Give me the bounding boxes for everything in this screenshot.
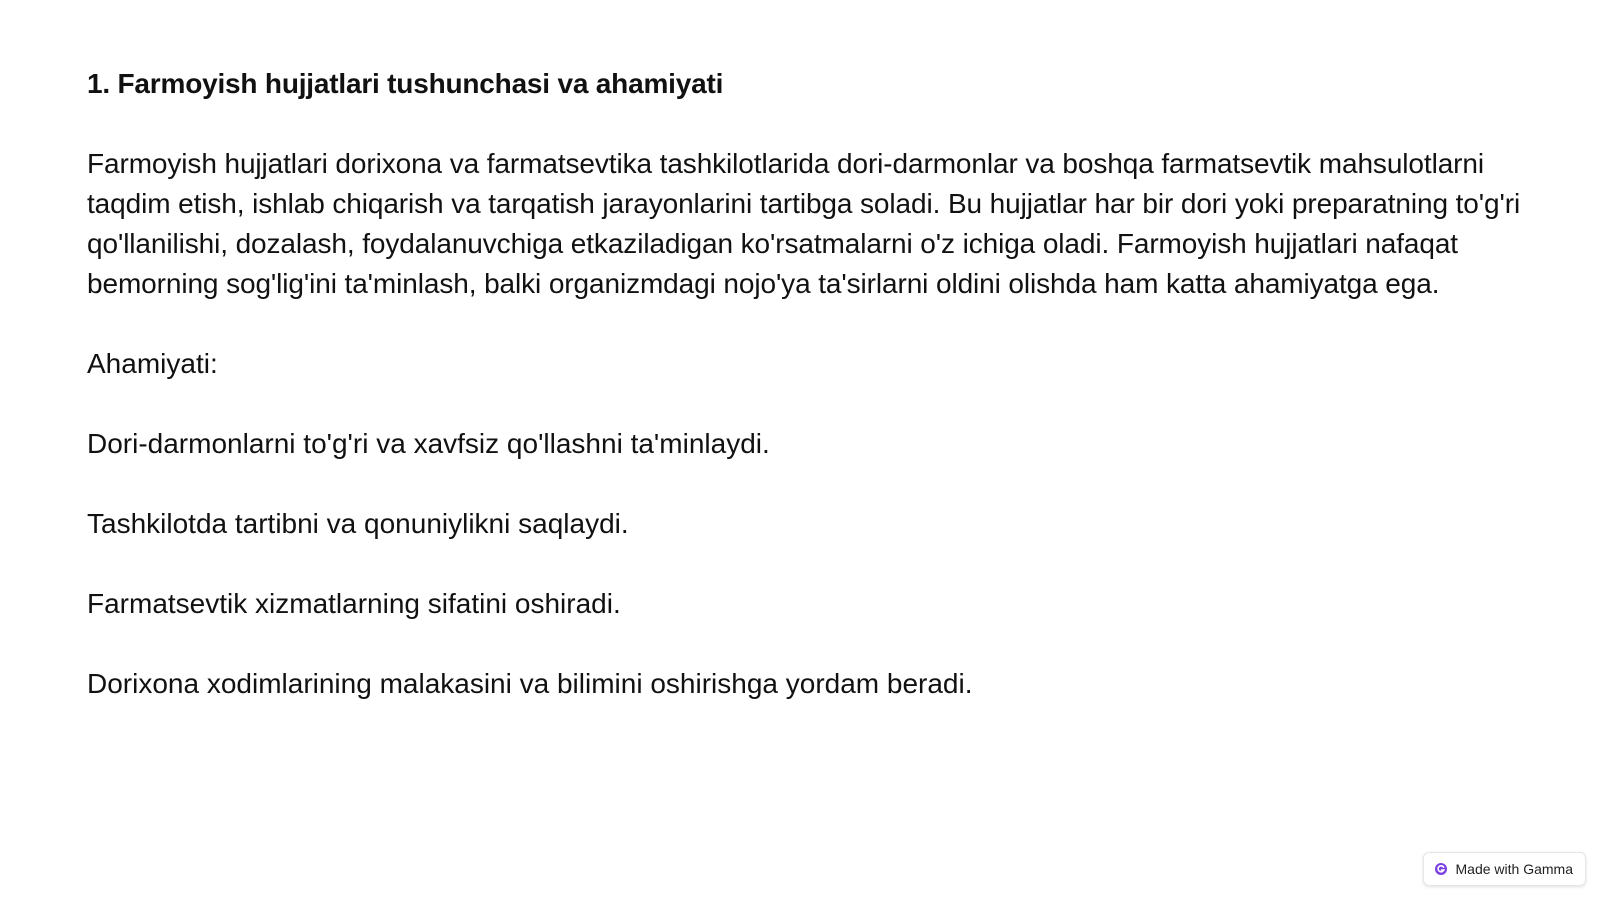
importance-label: Ahamiyati: [87, 348, 218, 379]
list-item: Dori-darmonlarni to'g'ri va xavfsiz qo'llashni ta'minlaydi. [87, 428, 770, 459]
gamma-logo-icon [1434, 862, 1448, 876]
slide-heading: 1. Farmoyish hujjatlari tushunchasi va ahamiyati [87, 68, 724, 99]
list-item: Farmatsevtik xizmatlarning sifatini oshiradi. [87, 588, 621, 619]
slide-content [87, 64, 1527, 704]
importance-list [87, 424, 1527, 704]
list-item: Dorixona xodimlarining malakasini va bilimini oshirishga yordam beradi. [87, 668, 973, 699]
intro-paragraph: Farmoyish hujjatlari dorixona va farmatsevtika tashkilotlarida dori-darmonlar va boshqa farmatsevtik mahsulotlarni taqdim etish, ishlab chiqarish va tarqatish jarayonlarini tartibga soladi. Bu hujjatlar har bir dori yoki preparatning to'g'ri qo'llanilishi, dozalash, foydalanuvchiga etkaziladigan ko'rsatmalarni o'z ichiga oladi. Farmoyish hujjatlari nafaqat bemorning sog'lig'ini ta'minlash, balki organizmdagi nojo'ya ta'sirlarni oldini olishda ham katta ahamiyatga ega. [87, 148, 1521, 299]
list-item: Tashkilotda tartibni va qonuniylikni saqlaydi. [87, 508, 629, 539]
made-with-gamma-badge[interactable] [1423, 852, 1586, 886]
badge-label: Made with Gamma [1455, 861, 1573, 877]
